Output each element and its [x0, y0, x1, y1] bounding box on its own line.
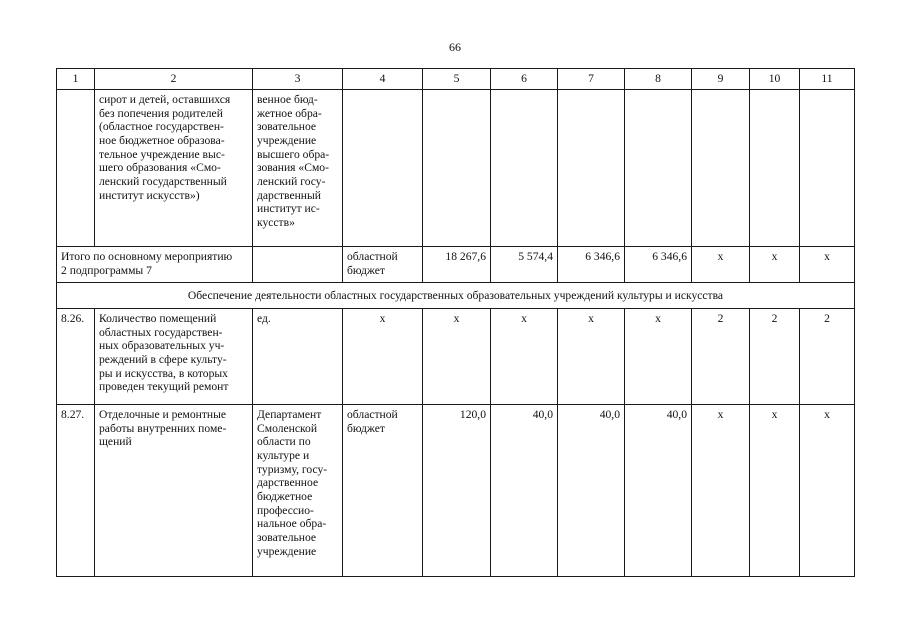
text-line: шего образования «Смо-	[99, 161, 221, 175]
value-cell: 6 346,6	[625, 247, 692, 283]
empty-cell	[800, 90, 855, 247]
text-line: ры и искусства, в которых	[99, 366, 228, 380]
text-line: жетное обра-	[257, 106, 322, 120]
value-cell: х	[491, 309, 558, 405]
executor-cell	[253, 90, 343, 247]
text-line: кусств»	[257, 216, 295, 230]
header-cell: 6	[491, 69, 558, 90]
funding-source-cell	[343, 405, 423, 577]
text-line: Итого по основному мероприятию	[61, 250, 233, 263]
value-cell: 40,0	[558, 405, 625, 577]
empty-cell	[343, 90, 423, 247]
header-cell: 9	[692, 69, 750, 90]
text-line: профессио-	[257, 503, 314, 517]
value-cell: 6 346,6	[558, 247, 625, 283]
value-cell: 40,0	[625, 405, 692, 577]
value-cell: х	[692, 405, 750, 577]
measure-name-cell	[95, 309, 253, 405]
value-cell: х	[800, 405, 855, 577]
header-cell: 2	[95, 69, 253, 90]
total-label-cell	[57, 247, 253, 283]
value-cell: 120,0	[423, 405, 491, 577]
text-line: ленский государственный	[99, 175, 227, 189]
text-line: щений	[99, 435, 132, 449]
header-cell: 10	[750, 69, 800, 90]
row-number-cell	[57, 90, 95, 247]
table-row-8-27	[57, 405, 855, 577]
header-cell: 7	[558, 69, 625, 90]
header-cell: 8	[625, 69, 692, 90]
text-line: области по	[257, 435, 311, 449]
text-line: зования «Смо-	[257, 161, 329, 175]
header-cell: 11	[800, 69, 855, 90]
text-line: дарственный	[257, 188, 322, 202]
text-line: (областное государствен-	[99, 120, 224, 134]
empty-cell	[750, 90, 800, 247]
text-line: ное бюджетное образова-	[99, 134, 225, 148]
value-cell: х	[343, 309, 423, 405]
text-line: бюджетное	[257, 490, 313, 504]
text-line: Отделочные и ремонтные	[99, 408, 227, 421]
empty-cell	[423, 90, 491, 247]
text-line: Количество помещений	[99, 312, 217, 325]
text-line: Смоленской	[257, 421, 318, 435]
text-line: проведен текущий ремонт	[99, 380, 229, 394]
unit-cell: ед.	[253, 309, 343, 405]
text-line: реждений в сфере культу-	[99, 353, 227, 367]
text-line: работы внутренних поме-	[99, 421, 227, 435]
empty-cell	[692, 90, 750, 247]
text-line: туризму, госу-	[257, 462, 328, 476]
header-cell: 5	[423, 69, 491, 90]
text-line: институт ис-	[257, 202, 320, 216]
text-line: Департамент	[257, 408, 322, 421]
value-cell: х	[800, 247, 855, 283]
header-cell: 1	[57, 69, 95, 90]
text-line: венное бюд-	[257, 93, 318, 106]
text-line: дарственное	[257, 476, 319, 490]
executor-cell	[253, 405, 343, 577]
table-row-continuation	[57, 90, 855, 247]
value-cell: х	[750, 247, 800, 283]
total-row	[57, 247, 855, 283]
value-cell: х	[750, 405, 800, 577]
empty-cell	[625, 90, 692, 247]
text-line: областных государствен-	[99, 325, 223, 339]
text-line: культуре и	[257, 449, 310, 463]
text-line: бюджет	[347, 263, 385, 277]
text-line: областной	[347, 408, 398, 421]
value-cell: х	[558, 309, 625, 405]
section-title: Обеспечение деятельности областных государственных образовательных учреждений культуры и искусства	[57, 283, 855, 309]
header-row	[57, 69, 855, 90]
text-line: бюджет	[347, 421, 385, 435]
funding-source-cell	[343, 247, 423, 283]
table-row-8-26	[57, 309, 855, 405]
measure-name-cell	[95, 405, 253, 577]
text-line: ленский госу-	[257, 175, 326, 189]
value-cell: 40,0	[491, 405, 558, 577]
row-number-cell: 8.27.	[57, 405, 95, 577]
header-cell: 4	[343, 69, 423, 90]
value-cell: 2	[750, 309, 800, 405]
text-line: институт искусств»)	[99, 188, 200, 202]
text-line: зовательное	[257, 531, 317, 545]
value-cell: 5 574,4	[491, 247, 558, 283]
value-cell: х	[692, 247, 750, 283]
value-cell: 2	[800, 309, 855, 405]
value-cell: х	[423, 309, 491, 405]
text-line: учреждение	[257, 134, 317, 148]
text-line: нальное обра-	[257, 517, 327, 531]
page-number: 66	[449, 40, 461, 54]
text-line: ных образовательных уч-	[99, 339, 225, 353]
header-cell: 3	[253, 69, 343, 90]
text-line: областной	[347, 250, 398, 263]
text-line: высшего обра-	[257, 147, 330, 161]
text-line: тельное учреждение выс-	[99, 147, 225, 161]
measure-name-cell	[95, 90, 253, 247]
row-number-cell: 8.26.	[57, 309, 95, 405]
empty-cell	[253, 247, 343, 283]
program-table	[56, 68, 855, 577]
text-line: 2 подпрограммы 7	[61, 263, 152, 277]
text-line: зовательное	[257, 120, 317, 134]
value-cell: 18 267,6	[423, 247, 491, 283]
empty-cell	[491, 90, 558, 247]
text-line: без попечения родителей	[99, 106, 223, 120]
empty-cell	[558, 90, 625, 247]
section-header-row	[57, 283, 855, 309]
text-line: сирот и детей, оставшихся	[99, 93, 231, 106]
value-cell: х	[625, 309, 692, 405]
text-line: учреждение	[257, 544, 317, 558]
value-cell: 2	[692, 309, 750, 405]
